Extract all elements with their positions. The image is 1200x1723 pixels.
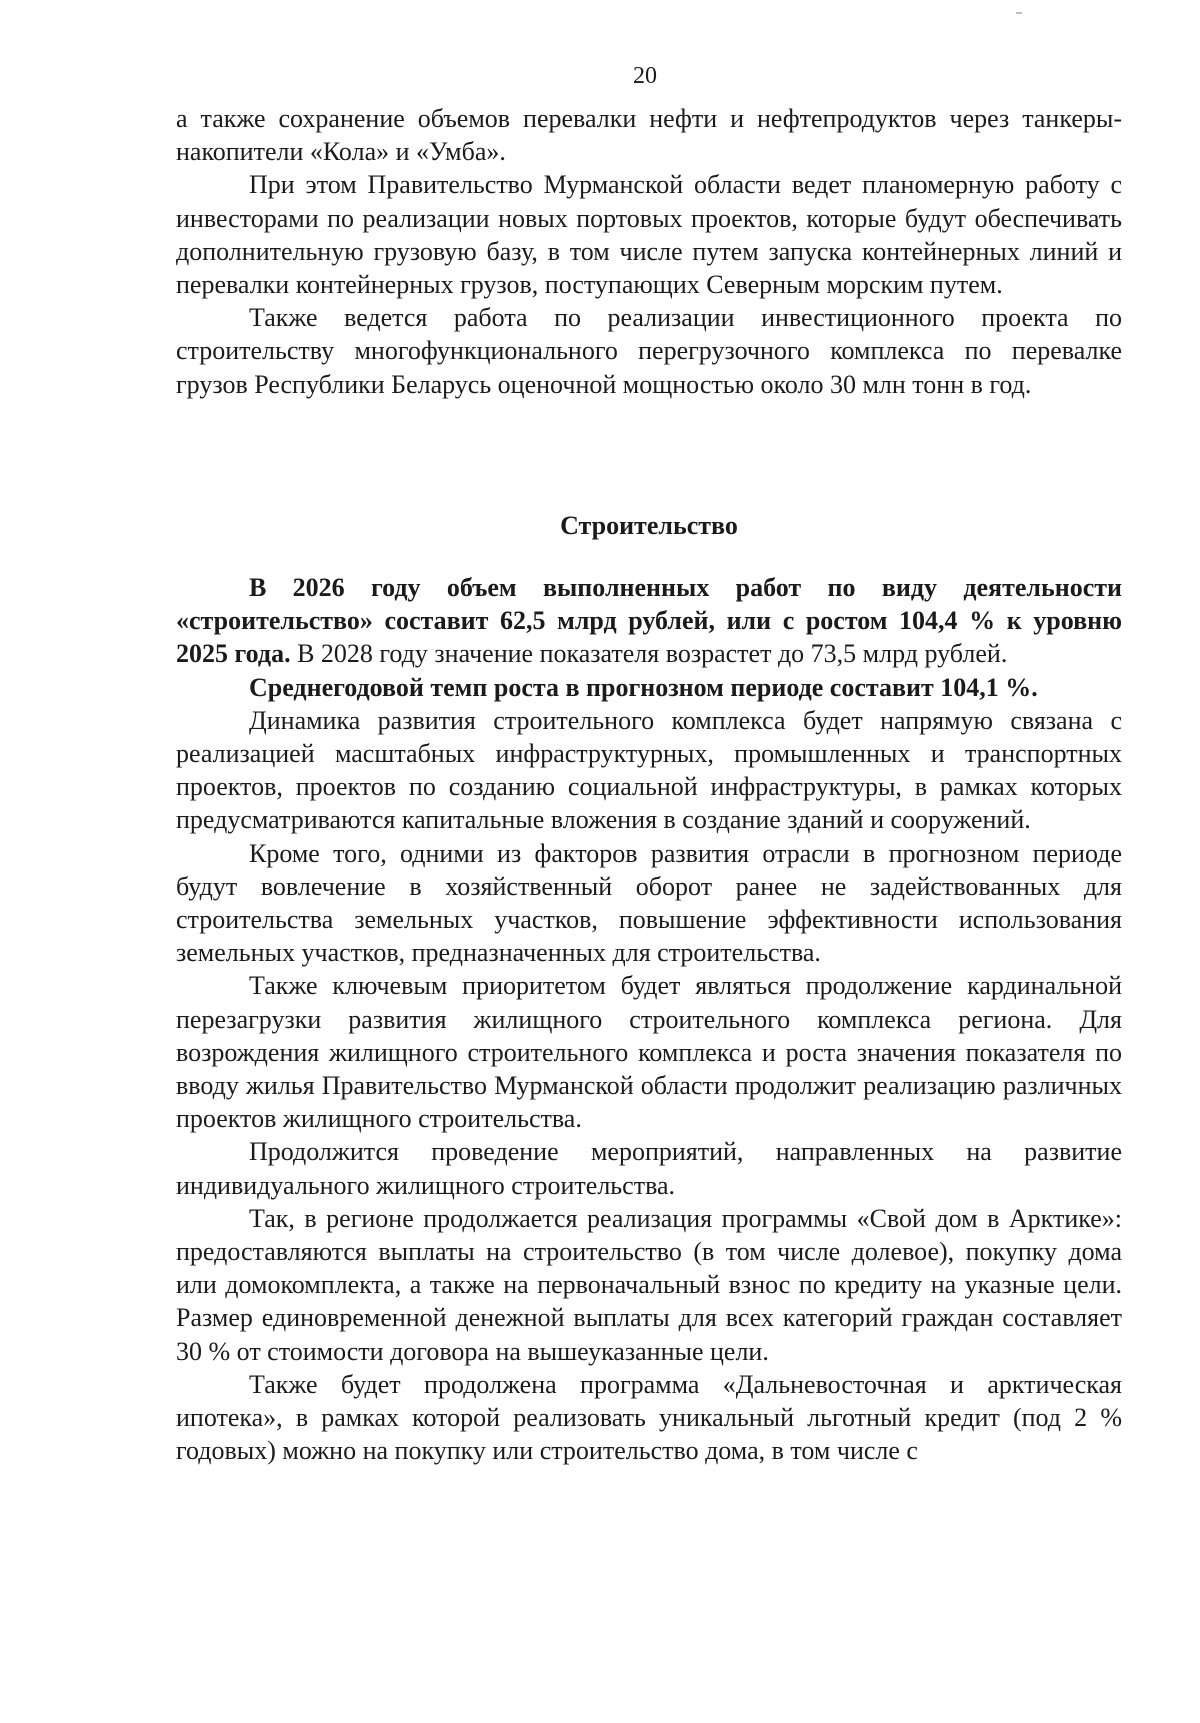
average-growth-highlight: Среднегодовой темп роста в прогнозном периоде составит 104,1 %. <box>249 672 1038 702</box>
paragraph-average-growth <box>176 671 1122 704</box>
section-body <box>176 571 1122 1467</box>
paragraph-arctic-home-program: Так, в регионе продолжается реализация программы «Свой дом в Арктике»: предоставляются выплаты на строительство (в том числе долевое), покупку дома или домокомплекта, а также на первоначальный взнос по кредиту на указные цели. Размер единовременной денежной выплаты для всех категорий граждан составляет 30 % от стоимости договора на вышеуказанные цели. <box>176 1203 1122 1366</box>
construction-volume-forecast: В 2028 году значение показателя возрастет до 73,5 млрд рублей. <box>290 639 1008 669</box>
paragraph-housing-priority: Также ключевым приоритетом будет являться продолжение кардинальной перезагрузки развития жилищного строительного комплекса региона. Для возрождения жилищного строительного комплекса и роста значения показателя по вводу жилья Правительство Мурманской области продолжит реализацию различных проектов жилищного строительства. <box>176 971 1122 1134</box>
paragraph-belarus-complex: Также ведется работа по реализации инвестиционного проекта по строительству многофункционального перегрузочного комплекса по перевалке грузов Республики Беларусь оценочной мощностью около 30 млн тонн в год. <box>176 303 1122 399</box>
paragraph-individual-housing: Продолжится проведение мероприятий, направленных на развитие индивидуального жилищного строительства. <box>176 1137 1122 1200</box>
construction-volume-highlight: В 2026 году объем выполненных работ по виду деятельности «строительство» составит 62,5 млрд рублей, или с ростом 104,4 % к уровню 2025 года. <box>176 573 1122 669</box>
paragraph-oil-transshipment: а также сохранение объемов перевалки нефти и нефтепродуктов через танкеры-накопители «Кола» и «Умба». <box>176 104 1122 167</box>
paragraph-construction-dynamics: Динамика развития строительного комплекса будет напрямую связана с реализацией масштабных инфраструктурных, промышленных и транспортных проектов, проектов по созданию социальной инфраструктуры, в рамках которых предусматриваются капитальные вложения в создание зданий и сооружений. <box>176 705 1122 835</box>
paragraph-port-projects: При этом Правительство Мурманской области ведет планомерную работу с инвесторами по реализации новых портовых проектов, которые будут обеспечивать дополнительную грузовую базу, в том числе путем запуска контейнерных линий и перевалки контейнерных грузов, поступающих Северным морским путем. <box>176 170 1122 300</box>
scan-mark <box>1016 12 1022 14</box>
paragraph-development-factors: Кроме того, одними из факторов развития отрасли в прогнозном периоде будут вовлечение в хозяйственный оборот ранее не задействованных для строительства земельных участков, повышение эффективности использования земельных участков, предназначенных для строительства. <box>176 838 1122 968</box>
intro-text <box>176 102 1122 401</box>
paragraph-construction-volume <box>176 571 1122 671</box>
section-heading: Строительство <box>560 511 738 540</box>
page-number: 20 <box>633 63 657 89</box>
paragraph-arctic-mortgage: Также будет продолжена программа «Дальневосточная и арктическая ипотека», в рамках которой реализовать уникальный льготный кредит (под 2 % годовых) можно на покупку или строительство дома, в том числе с <box>176 1369 1122 1466</box>
